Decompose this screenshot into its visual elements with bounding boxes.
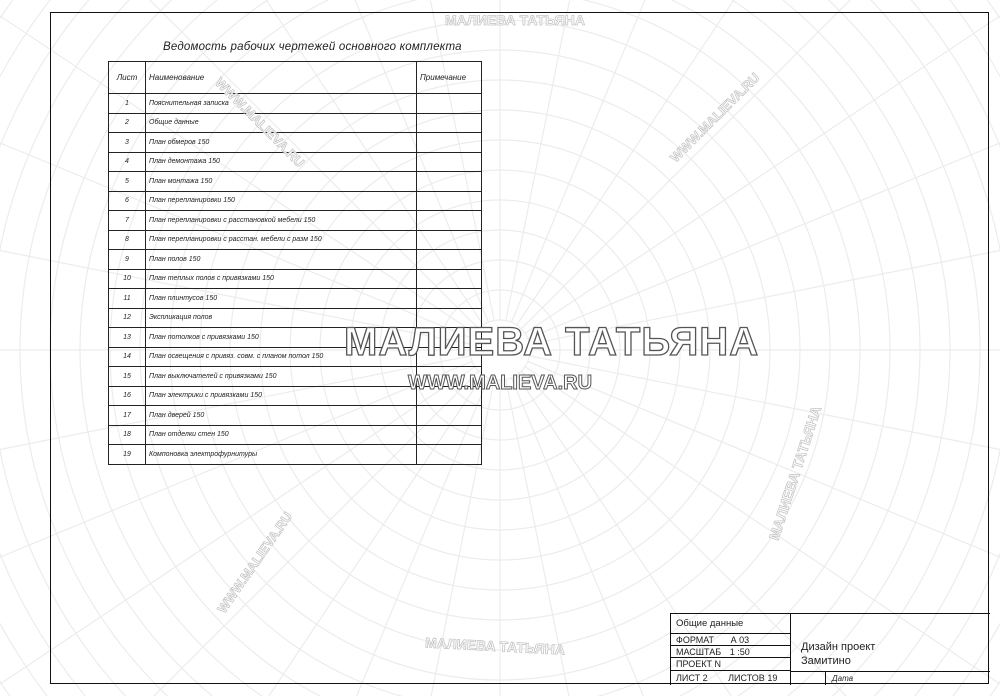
row-sheet-no: 10 xyxy=(109,269,146,289)
row-note xyxy=(417,289,482,309)
row-sheet-no: 15 xyxy=(109,367,146,387)
date-row-line xyxy=(790,671,990,672)
row-sheet-no: 9 xyxy=(109,250,146,270)
watermark-name-right: МАЛИЕВА ТАТЬЯНА xyxy=(765,403,825,543)
row-sheet-no: 2 xyxy=(109,113,146,133)
row-sheet-no: 11 xyxy=(109,289,146,309)
watermark-url-diagonal: WWW.MALIEVA.RU xyxy=(667,69,763,166)
watermark-url-diagonal: WWW.MALIEVA.RU xyxy=(214,509,296,616)
row-name: План демонтажа 150 xyxy=(146,152,417,172)
row-name: Экспликация полов xyxy=(146,308,417,328)
row-note xyxy=(417,230,482,250)
header-sheet-no: Лист xyxy=(109,62,146,94)
row-sheet-no: 12 xyxy=(109,308,146,328)
watermark-author-url: WWW.MALIEVA.RU xyxy=(408,372,593,394)
title-block-format-row xyxy=(671,634,790,646)
table-header-row xyxy=(109,62,482,94)
row-name: План перепланировки с расстановкой мебели 150 xyxy=(146,211,417,231)
row-sheet-no: 19 xyxy=(109,445,146,465)
row-note xyxy=(417,211,482,231)
drawings-register-table xyxy=(108,61,482,465)
table-row xyxy=(109,445,482,465)
row-note xyxy=(417,113,482,133)
title-block-scale-row xyxy=(671,646,790,658)
row-sheet-no: 1 xyxy=(109,94,146,114)
row-sheet-no: 7 xyxy=(109,211,146,231)
row-name: План перепланировки с расстан. мебели с разм 150 xyxy=(146,230,417,250)
date-row-separator xyxy=(825,671,826,685)
row-name: Компоновка электрофурнитуры xyxy=(146,445,417,465)
header-name: Наименование xyxy=(146,62,417,94)
row-note xyxy=(417,445,482,465)
project-title-line1: Дизайн проект xyxy=(801,641,876,653)
row-sheet-no: 13 xyxy=(109,328,146,348)
row-name: План теплых полов с привязками 150 xyxy=(146,269,417,289)
table-row xyxy=(109,191,482,211)
format-value: А 03 xyxy=(730,635,750,645)
row-name: План полов 150 xyxy=(146,250,417,270)
header-note: Примечание xyxy=(417,62,482,94)
row-name: План отделки стен 150 xyxy=(146,425,417,445)
table-row xyxy=(109,113,482,133)
row-sheet-no: 3 xyxy=(109,133,146,153)
row-name: Общие данные xyxy=(146,113,417,133)
sheets-label: ЛИСТОВ xyxy=(728,673,765,683)
watermark-name-bottom: МАЛИЕВА ТАТЬЯНА xyxy=(424,634,566,658)
watermark-url-diagonal: WWW.MALIEVA.RU xyxy=(212,74,308,171)
table-row xyxy=(109,230,482,250)
sheet-value: 2 xyxy=(702,673,708,683)
row-note xyxy=(417,425,482,445)
table-row xyxy=(109,406,482,426)
table-row xyxy=(109,94,482,114)
sheet-label: ЛИСТ xyxy=(676,673,701,683)
row-name: План перепланировки 150 xyxy=(146,191,417,211)
row-sheet-no: 18 xyxy=(109,425,146,445)
row-name: План монтажа 150 xyxy=(146,172,417,192)
row-note xyxy=(417,94,482,114)
row-sheet-no: 8 xyxy=(109,230,146,250)
row-name: План дверей 150 xyxy=(146,406,417,426)
project-label: ПРОЕКТ N xyxy=(676,659,722,669)
row-name: План выключателей с привязками 150 xyxy=(146,367,417,387)
table-row xyxy=(109,289,482,309)
title-block xyxy=(670,613,990,685)
row-sheet-no: 14 xyxy=(109,347,146,367)
row-sheet-no: 16 xyxy=(109,386,146,406)
project-title xyxy=(801,640,875,668)
table-row xyxy=(109,269,482,289)
row-name: План освещения с привяз. совм. с планом потол 150 xyxy=(146,347,417,367)
row-name: Пояснительная записка xyxy=(146,94,417,114)
row-sheet-no: 6 xyxy=(109,191,146,211)
row-name: План электрики с привязками 150 xyxy=(146,386,417,406)
title-block-project-row xyxy=(671,658,790,671)
scale-value: 1 :50 xyxy=(729,647,750,657)
date-label: Дата xyxy=(832,674,854,683)
row-note xyxy=(417,191,482,211)
page-title: Ведомость рабочих чертежей основного комплекта xyxy=(163,41,462,53)
project-title-line2: Замитино xyxy=(801,655,851,667)
title-block-divider xyxy=(790,614,791,685)
table-row xyxy=(109,172,482,192)
row-name: План плинтусов 150 xyxy=(146,289,417,309)
format-label: ФОРМАТ xyxy=(676,635,715,645)
row-note xyxy=(417,406,482,426)
row-note xyxy=(417,172,482,192)
row-note xyxy=(417,269,482,289)
row-name: План обмеров 150 xyxy=(146,133,417,153)
table-row xyxy=(109,211,482,231)
row-sheet-no: 5 xyxy=(109,172,146,192)
row-sheet-no: 4 xyxy=(109,152,146,172)
watermark-name-top: МАЛИЕВА ТАТЬЯНА xyxy=(445,12,586,28)
row-sheet-no: 17 xyxy=(109,406,146,426)
table-row xyxy=(109,425,482,445)
row-name: План потолков с привязками 150 xyxy=(146,328,417,348)
row-note xyxy=(417,250,482,270)
row-note xyxy=(417,152,482,172)
sheets-value: 19 xyxy=(767,673,778,683)
watermark-author-name: МАЛИЕВА ТАТЬЯНА xyxy=(344,320,760,364)
section-label: Общие данные xyxy=(676,618,744,629)
row-note xyxy=(417,133,482,153)
title-block-sheet-row xyxy=(671,671,790,685)
table-row xyxy=(109,250,482,270)
scale-label: МАСШТАБ xyxy=(676,647,722,657)
title-block-section xyxy=(671,614,790,634)
